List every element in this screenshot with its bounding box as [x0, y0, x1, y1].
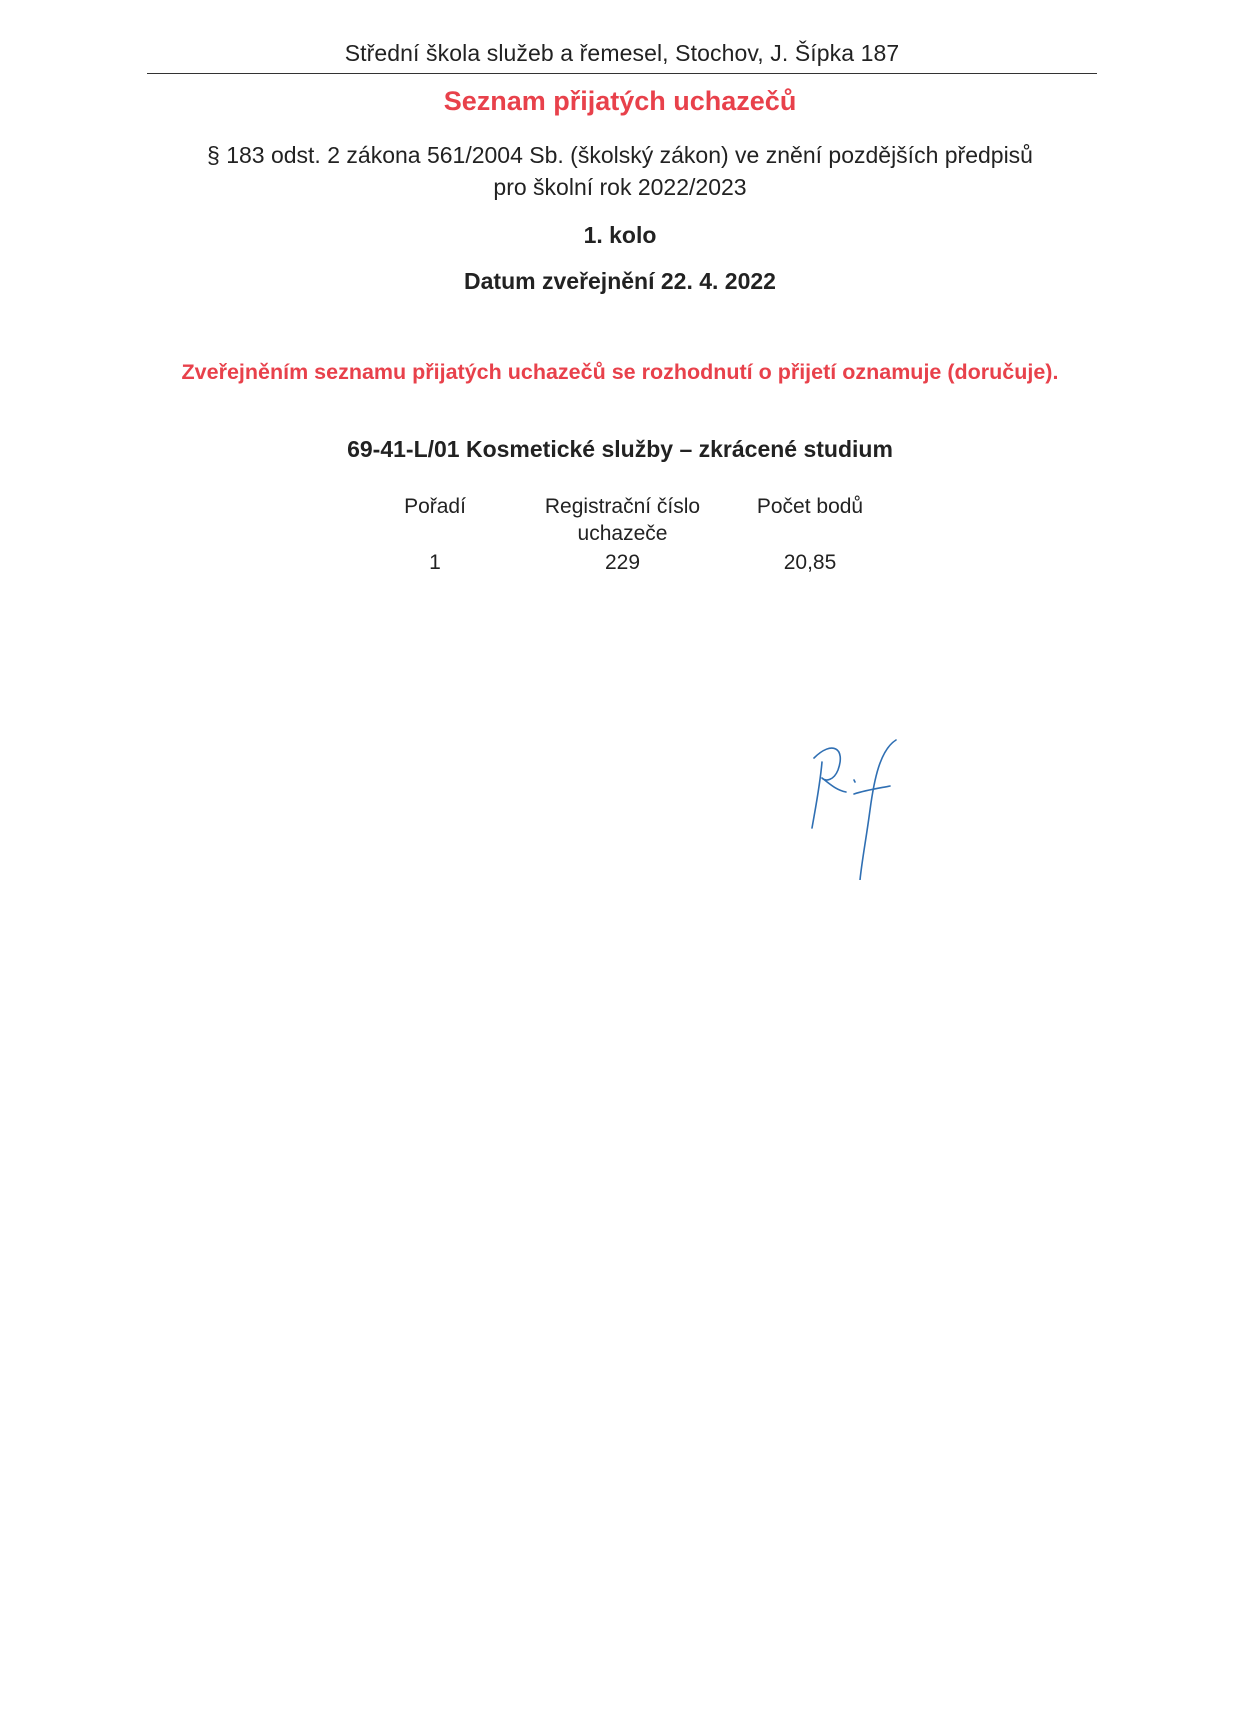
signature-stroke [854, 780, 855, 782]
study-program: 69-41-L/01 Kosmetické služby – zkrácené studium [347, 436, 893, 462]
school-header: Střední škola služeb a řemesel, Stochov, J. Šípka 187 [344, 40, 900, 66]
table-cell-order: 1 [429, 551, 441, 574]
column-header-order: Pořadí [404, 495, 466, 518]
legal-notice: Zveřejněním seznamu přijatých uchazečů se rozhodnutí o přijetí oznamuje (doručuje). [181, 360, 1059, 384]
table-cell-registration: 229 [604, 551, 641, 574]
results-table [0, 0, 1240, 600]
column-header-registration-line-1: Registrační číslo [544, 495, 701, 518]
signature-stroke [860, 740, 896, 880]
column-header-points: Počet bodů [756, 495, 864, 518]
page-title: Seznam přijatých uchazečů [443, 86, 797, 116]
handwritten-signature [810, 730, 930, 880]
table-cell-points: 20,85 [783, 551, 837, 574]
column-header-registration [520, 493, 725, 547]
legal-basis-line-2: pro školní rok 2022/2023 [493, 174, 747, 200]
admission-round: 1. kolo [583, 222, 657, 248]
legal-basis-line-1: § 183 odst. 2 zákona 561/2004 Sb. (školský zákon) ve znění pozdějších předpisů [207, 142, 1033, 168]
publication-date: Datum zveřejnění 22. 4. 2022 [464, 268, 776, 294]
signature-stroke [812, 762, 822, 828]
column-header-registration-line-2: uchazeče [577, 522, 668, 545]
